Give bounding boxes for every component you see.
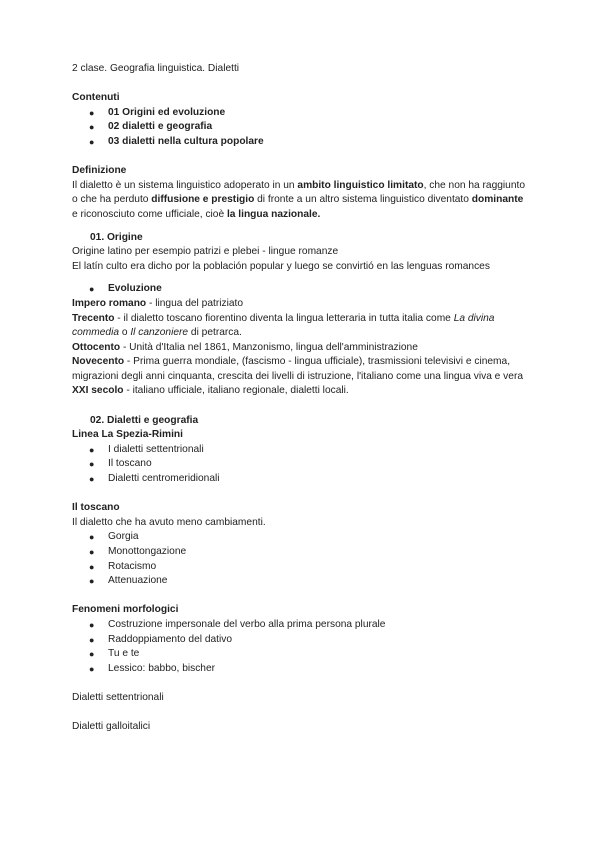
- definizione-paragraph: Il dialetto è un sistema linguistico adoperato in un ambito linguistico limitato, che non ha raggiunto o che ha perduto diffusione e prestigio di fronte a un altro sistema linguistico diventato dominante e riconosciuto come ufficiale, cioè la lingua nazionale.: [72, 179, 526, 220]
- list-item: ● Tu e te: [72, 647, 530, 662]
- list-item: ● Lessico: babbo, bischer: [72, 662, 530, 677]
- list-item: ● 01 Origini ed evoluzione: [72, 106, 530, 121]
- bullet-icon: ●: [89, 561, 95, 572]
- bullet-icon: ●: [89, 459, 95, 470]
- list-item: ● Dialetti centromeridionali: [72, 472, 530, 487]
- geografia-list: [72, 443, 530, 487]
- bullet-icon: ●: [89, 284, 95, 295]
- bullet-icon: ●: [89, 107, 95, 118]
- evoluzione-heading: ● Evoluzione: [72, 282, 530, 297]
- list-item: ● 02 dialetti e geografia: [72, 120, 530, 135]
- xxi-line: XXI secolo - italiano ufficiale, italiano regionale, dialetti locali.: [72, 385, 349, 397]
- document-page: [72, 62, 530, 735]
- origine-line-1: Origine latino per esempio patrizi e plebei - lingue romanze: [72, 246, 339, 258]
- bullet-icon: ●: [89, 136, 95, 147]
- contenuti-list: [72, 106, 530, 150]
- list-item: ● Raddoppiamento del dativo: [72, 633, 530, 648]
- galloitalici-line: Dialetti galloitalici: [72, 721, 151, 733]
- bullet-icon: ●: [89, 576, 95, 587]
- bullet-icon: ●: [89, 634, 95, 645]
- impero-line: Impero romano - lingua del patriziato: [72, 297, 243, 309]
- origine-heading: 01. Origine: [90, 231, 143, 243]
- definizione-heading: Definizione: [72, 165, 127, 177]
- trecento-paragraph: Trecento - il dialetto toscano fiorentino diventa la lingua letteraria in tutta italia come La divina commedia o Il canzoniere di petrarca.: [72, 312, 495, 339]
- geografia-heading: 02. Dialetti e geografia: [90, 414, 199, 426]
- list-item: ● Monottongazione: [72, 545, 530, 560]
- bullet-icon: ●: [89, 663, 95, 674]
- linea-heading: Linea La Spezia-Rimini: [72, 429, 183, 441]
- bullet-icon: ●: [89, 547, 95, 557]
- list-item: ● Attenuazione: [72, 574, 530, 589]
- list-item: ● Gorgia: [72, 530, 530, 545]
- list-item: ● Costruzione impersonale del verbo alla prima persona plurale: [72, 618, 530, 633]
- toscano-text: Il dialetto che ha avuto meno cambiamenti.: [72, 516, 266, 528]
- fenomeni-heading: Fenomeni morfologici: [72, 604, 179, 616]
- bullet-icon: ●: [89, 532, 95, 543]
- bullet-icon: ●: [89, 122, 95, 133]
- contenuti-heading: Contenuti: [72, 92, 120, 104]
- toscano-heading: Il toscano: [72, 502, 120, 514]
- list-item: ● Il toscano: [72, 457, 530, 472]
- bullet-icon: ●: [89, 619, 95, 630]
- fenomeni-list: [72, 618, 530, 676]
- list-item: ● I dialetti settentrionali: [72, 443, 530, 458]
- bullet-icon: ●: [89, 474, 95, 485]
- toscano-list: [72, 530, 530, 588]
- list-item: ● Rotacismo: [72, 560, 530, 575]
- settentrionali-line: Dialetti settentrionali: [72, 691, 164, 703]
- bullet-icon: ●: [89, 444, 95, 455]
- origine-line-2: El latín culto era dicho por la población popular y luego se convirtió en las lenguas romances: [72, 260, 490, 272]
- ottocento-line: Ottocento - Unità d'Italia nel 1861, Manzonismo, lingua dell'amministrazione: [72, 341, 418, 353]
- novecento-paragraph: Novecento - Prima guerra mondiale, (fascismo - lingua ufficiale), trasmissioni televisivi e cinema, migrazioni degli anni cinquanta, crescita dei livelli di istruzione, l'italiano come una lingua viva e vera: [72, 356, 524, 382]
- list-item: ● 03 dialetti nella cultura popolare: [72, 135, 530, 150]
- document-title: 2 clase. Geografia linguistica. Dialetti: [72, 63, 240, 74]
- bullet-icon: ●: [89, 649, 95, 660]
